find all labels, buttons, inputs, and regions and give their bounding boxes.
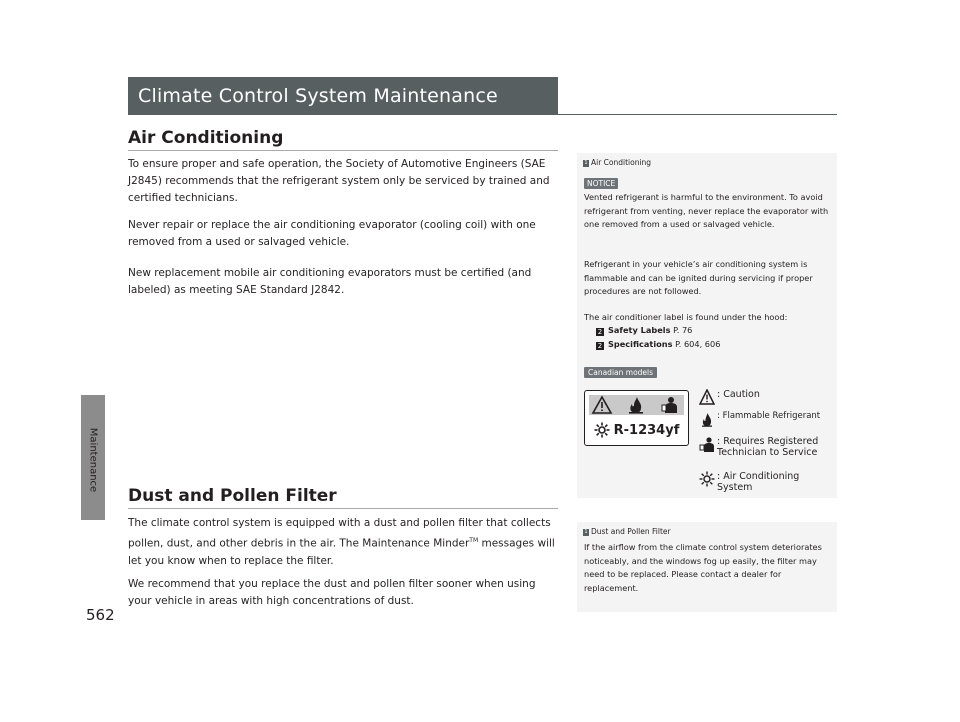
flammable-text: Refrigerant in your vehicle’s air conditioning system is flammable and can be ignited during servicing if proper procedures are not followed. [584, 259, 813, 296]
refrigerant-type: R-1234yf [613, 422, 680, 438]
legend-text: : Flammable Refrigerant [717, 411, 821, 421]
section-tab-text: Maintenance [87, 427, 99, 493]
sidebar-heading [583, 527, 671, 536]
flammable-icon [699, 411, 715, 427]
notice-badge: NOTICE [584, 178, 618, 189]
page-number: 562 [86, 606, 115, 624]
ref-specifications[interactable] [596, 339, 720, 350]
dust-paragraph-2: We recommend that you replace the dust and pollen filter sooner when using your vehicle in areas with high concentrations of dust. [128, 578, 536, 607]
dust-paragraph-1-a: The climate control system is equipped with a dust and pollen filter that collects pollen, dust, and other debris in the air. The Maintenance Minder [128, 517, 551, 550]
title-rule [558, 114, 837, 115]
legend-text: : Requires Registered Technician to Service [717, 436, 819, 458]
legend-text: : Air Conditioning System [717, 471, 800, 493]
refrigerant-label-illustration [584, 390, 689, 446]
page-title: Climate Control System Maintenance [138, 85, 498, 107]
ac-system-icon [594, 422, 610, 438]
ref-arrow-icon: 2 [597, 328, 603, 336]
sidebar-number: 1 [584, 160, 588, 166]
sidebar-dust-text: If the airflow from the climate control system deteriorates noticeably, and the windows fog up easily, the filter may need to be replaced. Please contact a dealer for replacement. [584, 542, 822, 593]
trademark: TM [469, 537, 479, 544]
caution-icon [699, 389, 715, 405]
legend-caution [699, 389, 760, 405]
ac-paragraph-1: To ensure proper and safe operation, the Society of Automotive Engineers (SAE J2845) recommends that the refrigerant system only be serviced by trained and certified technicians. [128, 158, 550, 204]
heading-rule [128, 508, 558, 509]
sidebar-heading [583, 158, 651, 167]
ref-arrow-icon: 2 [597, 342, 603, 350]
dust-paragraph-1 [128, 515, 558, 570]
heading-dust-pollen-filter: Dust and Pollen Filter [128, 486, 337, 506]
label-symbols-icon [589, 395, 684, 415]
canadian-models-badge: Canadian models [584, 367, 657, 378]
section-tab-label [81, 410, 105, 510]
label-symbol-strip [589, 395, 684, 415]
legend-ac-system [699, 471, 799, 493]
notice-text: Vented refrigerant is harmful to the environment. To avoid refrigerant from venting, never replace the evaporator with one removed from a used or salvaged vehicle. [584, 192, 829, 229]
legend-technician [699, 436, 818, 458]
ref-title: Safety Labels [608, 325, 671, 335]
sidebar-dust-pollen-filter [577, 522, 837, 612]
legend-flammable [699, 411, 820, 427]
legend-text: : Caution [717, 389, 760, 400]
ac-paragraph-2: Never repair or replace the air conditioning evaporator (cooling coil) with one removed from a used or salvaged vehicle. [128, 219, 536, 248]
label-location-text: The air conditioner label is found under the hood: [584, 312, 788, 322]
ref-title: Specifications [608, 339, 673, 349]
dust-paragraph-1-b: messages will let you know when to replace the filter. [128, 537, 555, 567]
ac-system-icon [699, 471, 715, 487]
ref-page: P. 604, 606 [675, 339, 721, 349]
heading-air-conditioning: Air Conditioning [128, 128, 284, 148]
sidebar-number: 1 [584, 529, 588, 535]
heading-rule [128, 150, 558, 151]
sidebar-air-conditioning [577, 153, 837, 498]
ac-paragraph-3: New replacement mobile air conditioning evaporators must be certified (and labeled) as meeting SAE Standard J2842. [128, 267, 532, 296]
sidebar-heading-text: Air Conditioning [591, 158, 652, 167]
technician-icon [699, 436, 715, 452]
page-title-band [128, 77, 558, 115]
ref-page: P. 76 [673, 325, 693, 335]
label-refrigerant-row [587, 418, 686, 442]
ref-safety-labels[interactable] [596, 325, 692, 336]
sidebar-heading-text: Dust and Pollen Filter [591, 527, 671, 536]
